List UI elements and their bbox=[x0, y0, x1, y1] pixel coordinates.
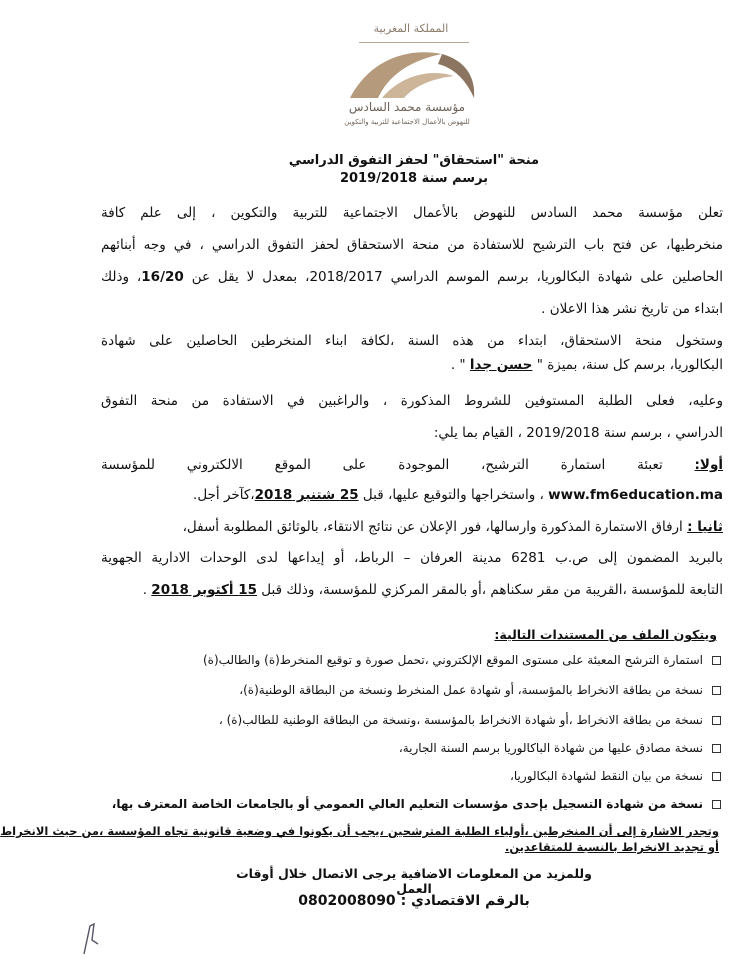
step-2-text: ارفاق الاستمارة المذكورة وارسالها، فور الإعلان عن نتائج الانتقاء، بالوثائق المطلوبة أسفل، bbox=[182, 519, 688, 535]
phone-number[interactable]: 0802008090 bbox=[298, 893, 396, 909]
website-link[interactable]: www.fm6education.ma bbox=[548, 487, 723, 503]
document-item bbox=[109, 740, 721, 756]
step-1-text-end: ،كآخر أجل. bbox=[193, 487, 255, 503]
document-label: نسخة مصادق عليها من شهادة الباكالوريا برسم السنة الجارية، bbox=[398, 741, 703, 755]
step-2-text-end: . bbox=[142, 582, 152, 598]
document-label: نسخة من شهادة التسجيل بإحدى مؤسسات التعليم العالي العمومي أو بالجامعات الخاصة المعترف بها، bbox=[111, 797, 703, 811]
paragraph-2-line-2 bbox=[101, 355, 723, 375]
checkbox-icon bbox=[712, 656, 721, 665]
document-item bbox=[109, 796, 721, 812]
document-label: نسخة من بطاقة الانخراط بالمؤسسة، أو شهادة عمل المنخرط ونسخة من البطاقة الوطنية(ة)، bbox=[239, 683, 703, 697]
header-divider bbox=[359, 42, 469, 43]
foundation-subtitle: للنهوض بالأعمال الاجتماعية للتربية والتكوين bbox=[344, 118, 470, 126]
foundation-name: مؤسسة محمد السادس bbox=[348, 100, 466, 114]
paragraph-1-text: الحاصلين على شهادة البكالوريا، برسم الموسم الدراسي 2018/2017، بمعدل لا يقل عن bbox=[183, 269, 724, 285]
kingdom-label: المملكة المغربية bbox=[373, 22, 449, 35]
step-2-line-1 bbox=[101, 517, 723, 537]
step-1-text-2: ، واستخراجها والتوقيع عليها، قبل bbox=[358, 487, 549, 503]
paragraph-1-line-3 bbox=[101, 267, 723, 287]
paragraph-2-text: البكالوريا، برسم كل سنة، بميزة " bbox=[532, 357, 723, 373]
minimum-grade: 16/20 bbox=[141, 269, 184, 285]
phone-line bbox=[284, 893, 544, 909]
paragraph-1-text-end: ، وذلك bbox=[101, 269, 142, 285]
foundation-logo-icon bbox=[342, 46, 482, 104]
document-item bbox=[109, 712, 721, 728]
step-2-line-3 bbox=[101, 580, 723, 600]
step-1-text: تعبئة استمارة الترشيح، الموجودة على الموقع الالكتروني للمؤسسة bbox=[101, 457, 695, 473]
document-item bbox=[109, 768, 721, 784]
checkbox-icon bbox=[712, 716, 721, 725]
document-label: نسخة من بطاقة الانخراط ،أو شهادة الانخراط بالمؤسسة ،ونسخة من البطاقة الوطنية للطالب(ة) ، bbox=[218, 713, 703, 727]
application-deadline: 25 شتنبر 2018 bbox=[254, 487, 359, 503]
paragraph-3-line-2: الدراسي ، برسم سنة 2019/2018 ، القيام بما يلي: bbox=[433, 425, 723, 441]
page-title bbox=[234, 152, 594, 188]
paragraph-3-line-1: وعليه، فعلى الطلبة المستوفين للشروط المذكورة ، والراغبين في الاستفادة من منحة التفوق bbox=[101, 393, 723, 409]
document-item bbox=[109, 682, 721, 698]
pen-mark-icon bbox=[80, 920, 104, 956]
membership-note-line-1: وتجدر الاشارة إلى أن المنخرطين ،أولياء الطلبة المترشحين ،يجب أن يكونوا في وضعية قانونية تجاه المؤسسة ،من حيث الانخراط bbox=[0, 824, 719, 838]
paragraph-1-line-4: ابتداء من تاريخ نشر هذا الاعلان . bbox=[541, 301, 723, 317]
checkbox-icon bbox=[712, 686, 721, 695]
step-2-text-3: التابعة للمؤسسة ،القريبة من مقر سكناهم ،أو بالمقر المركزي للمؤسسة، وذلك قبل bbox=[257, 582, 723, 598]
step-1-line-1 bbox=[101, 455, 723, 475]
phone-label: بالرقم الاقتصادي : bbox=[400, 893, 530, 909]
submission-deadline: 15 أكتوبر 2018 bbox=[151, 582, 257, 598]
title-line-1: منحة "استحقاق" لحفز التفوق الدراسي bbox=[288, 153, 540, 168]
checkbox-icon bbox=[712, 800, 721, 809]
paragraph-1-line-2: منخرطيها، عن فتح باب الترشيح للاستفادة من منحة الاستحقاق لحفز التفوق الدراسي ، في وجه أبنائهم bbox=[101, 237, 723, 253]
step-1-label: أولا: bbox=[694, 457, 723, 473]
checkbox-icon bbox=[712, 744, 721, 753]
step-1-line-2 bbox=[101, 485, 723, 505]
document-label: استمارة الترشح المعبئة على مستوى الموقع الإلكتروني ،تحمل صورة و توقيع المنخرط(ة) والطالب(ة) bbox=[202, 653, 703, 667]
paragraph-2-text-end: " . bbox=[450, 357, 470, 373]
documents-heading: ويتكون الملف من المستندات التالية: bbox=[494, 627, 717, 642]
paragraph-1-line-1: تعلن مؤسسة محمد السادس للنهوض بالأعمال الاجتماعية للتربية والتكوين ، إلى علم كافة bbox=[101, 205, 723, 221]
title-line-2: برسم سنة 2019/2018 bbox=[339, 171, 489, 186]
membership-note-line-2: أو تجديد الانخراط بالنسبة للمتقاعدين. bbox=[504, 840, 719, 854]
step-2-line-2: بالبريد المضمون إلى ص.ب 6281 مدينة العرفان – الرباط، أو إيداعها لدى الوحدات الادارية الجهوية bbox=[101, 550, 723, 566]
contact-info: وللمزيد من المعلومات الاضافية يرجى الاتصال خلال أوقات العمل bbox=[236, 866, 592, 896]
mention-value: حسن جدا bbox=[469, 357, 533, 373]
document-label: نسخة من بيان النقط لشهادة البكالوريا، bbox=[510, 769, 703, 783]
paragraph-2-line-1: وستخول منحة الاستحقاق، ابتداء من هذه السنة ،لكافة ابناء المنخرطين الحاصلين على شهادة bbox=[101, 333, 723, 349]
step-2-label: ثانيا : bbox=[687, 519, 723, 535]
document-item bbox=[109, 652, 721, 668]
checkbox-icon bbox=[712, 772, 721, 781]
